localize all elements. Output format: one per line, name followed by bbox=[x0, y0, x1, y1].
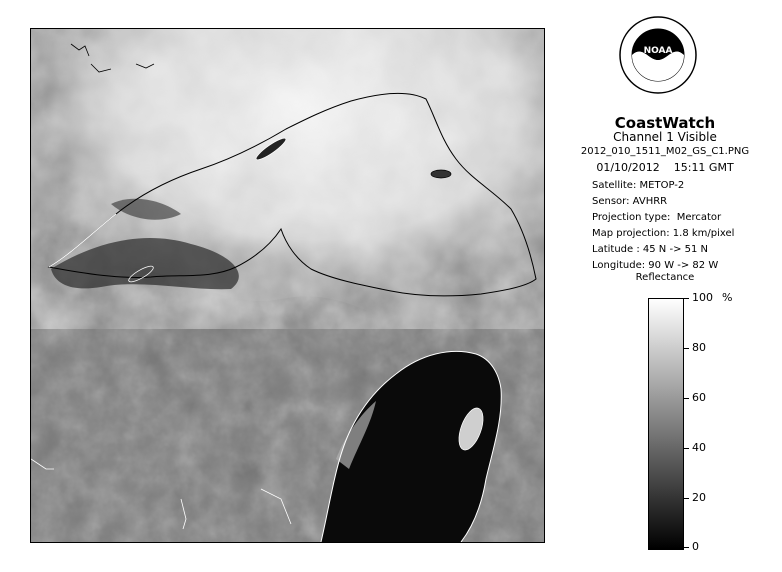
meta-satellite bbox=[592, 180, 684, 191]
scale-label: 100 bbox=[692, 291, 713, 304]
scale-tick bbox=[683, 448, 689, 449]
filename-label: 2012_010_1511_M02_GS_C1.PNG bbox=[580, 146, 750, 157]
meta-value: 1.8 km/pixel bbox=[672, 228, 735, 239]
reflectance-colorbar bbox=[648, 298, 684, 550]
scale-unit: % bbox=[722, 291, 733, 304]
satellite-image bbox=[31, 29, 544, 542]
noaa-logo bbox=[618, 15, 698, 95]
scale-label: 40 bbox=[692, 441, 706, 454]
scale-tick bbox=[683, 348, 689, 349]
scale-tick bbox=[683, 547, 689, 548]
date-value: 01/10/2012 bbox=[596, 161, 660, 174]
channel-label: Channel 1 Visible bbox=[613, 130, 717, 144]
scale-tick bbox=[683, 498, 689, 499]
meta-value: METOP-2 bbox=[639, 180, 685, 191]
logo-text: NOAA bbox=[643, 46, 673, 56]
scale-label: 0 bbox=[692, 540, 699, 553]
meta-latitude bbox=[592, 244, 708, 255]
satellite-map[interactable] bbox=[30, 28, 545, 543]
meta-map-projection bbox=[592, 228, 734, 239]
meta-label: Latitude : bbox=[592, 244, 640, 255]
meta-label: Satellite: bbox=[592, 180, 637, 191]
scale-tick bbox=[683, 398, 689, 399]
meta-projection-type bbox=[592, 212, 721, 223]
meta-label: Longitude: bbox=[592, 260, 646, 271]
meta-label: Projection type: bbox=[592, 212, 671, 223]
meta-value: AVHRR bbox=[632, 196, 668, 207]
meta-value: Mercator bbox=[676, 212, 722, 223]
scale-tick bbox=[683, 298, 689, 299]
meta-longitude bbox=[592, 260, 718, 271]
meta-value: 90 W -> 82 W bbox=[648, 260, 719, 271]
time-value: 15:11 GMT bbox=[673, 161, 734, 174]
meta-label: Map projection: bbox=[592, 228, 670, 239]
scale-title: Reflectance bbox=[635, 272, 695, 283]
scale-label: 60 bbox=[692, 391, 706, 404]
app-title: CoastWatch bbox=[614, 114, 716, 132]
scale-label: 20 bbox=[692, 491, 706, 504]
meta-label: Sensor: bbox=[592, 196, 630, 207]
meta-sensor bbox=[592, 196, 667, 207]
meta-value: 45 N -> 51 N bbox=[642, 244, 709, 255]
scale-label: 80 bbox=[692, 341, 706, 354]
datetime-label bbox=[560, 161, 770, 174]
